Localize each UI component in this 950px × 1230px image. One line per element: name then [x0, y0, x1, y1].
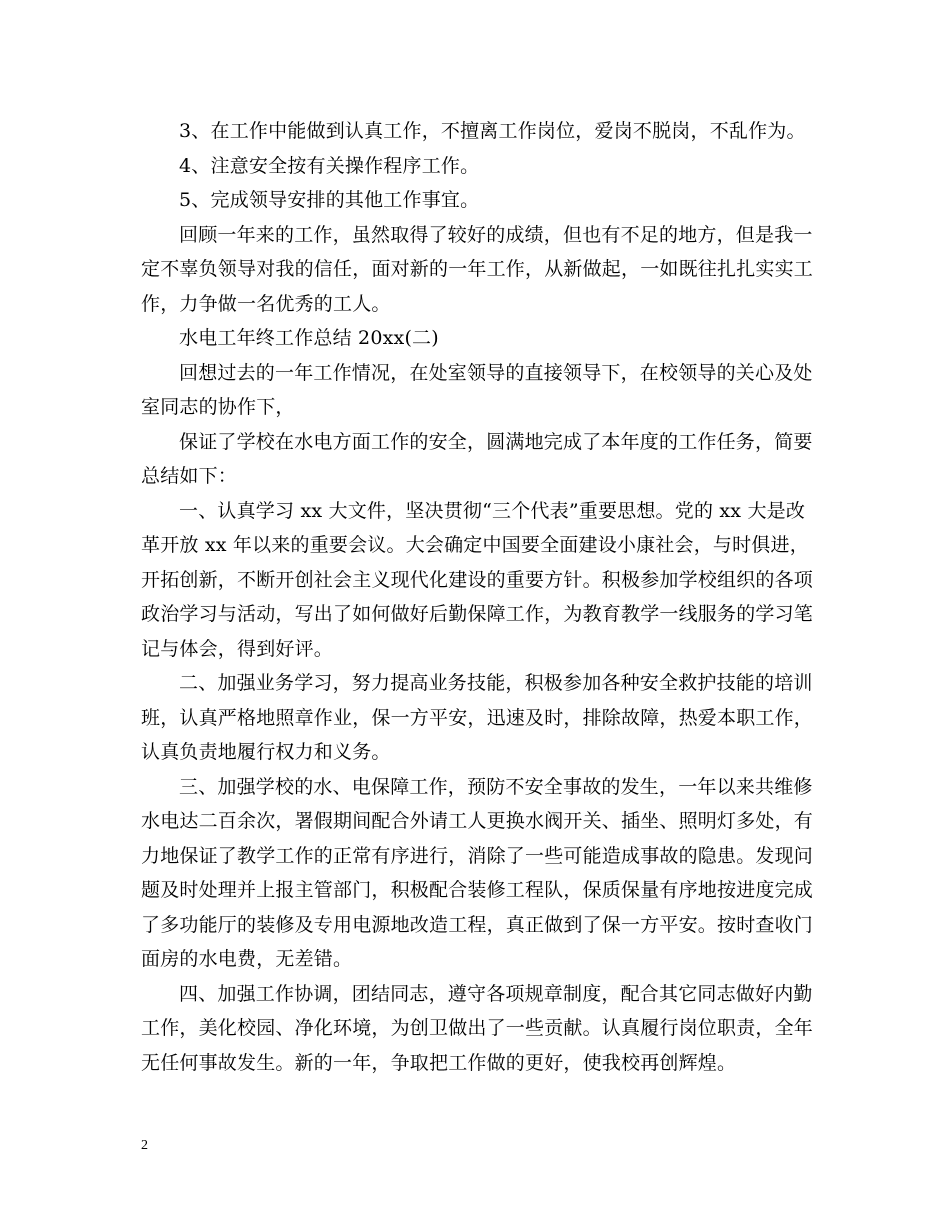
paragraph-point-2: 二、加强业务学习，努力提高业务技能，积极参加各种安全救护技能的培训班，认真严格地照章作业，保一方平安，迅速及时，排除故障，热爱本职工作，认真负责地履行权力和义务。	[141, 672, 814, 763]
paragraph-point-1: 一、认真学习 xx 大文件，坚决贯彻“三个代表”重要思想。党的 xx 大是改革开放 xx 年以来的重要会议。大会确定中国要全面建设小康社会，与时俱进，开拓创新，不断开创社会主义现代化建设的重要方针。积极参加学校组织的各项政治学习与活动，写出了如何做好后勤保障工作，为教育教学一线服务的学习笔记与体会，得到好评。	[141, 499, 814, 660]
paragraph-summary-intro: 保证了学校在水电方面工作的安全，圆满地完成了本年度的工作任务，简要总结如下：	[141, 430, 813, 487]
document-body	[141, 114, 823, 1080]
paragraph-review: 回顾一年来的工作，虽然取得了较好的成绩，但也有不足的地方，但是我一定不辜负领导对我的信任，面对新的一年工作，从新做起，一如既往扎扎实实工作，力争做一名优秀的工人。	[141, 223, 814, 315]
paragraph-item-3: 3、在工作中能做到认真工作，不擅离工作岗位，爱岗不脱岗，不乱作为。	[179, 120, 806, 142]
paragraph-recall: 回想过去的一年工作情况，在处室领导的直接领导下，在校领导的关心及处室同志的协作下，	[141, 361, 813, 418]
paragraph-item-4: 4、注意安全按有关操作程序工作。	[179, 154, 480, 177]
paragraph-point-3: 三、加强学校的水、电保障工作，预防不安全事故的发生，一年以来共维修水电达二百余次，署假期间配合外请工人更换水阀开关、插坐、照明灯多处，有力地保证了教学工作的正常有序进行，消除了一些可能造成事故的隐患。发现问题及时处理并上报主管部门，积极配合装修工程队，保质保量有序地按进度完成了多功能厅的装修及专用电源地改造工程，真正做到了保一方平安。按时查收门面房的水电费，无差错。	[141, 775, 814, 970]
paragraph-point-4: 四、加强工作协调，团结同志，遵守各项规章制度，配合其它同志做好内勤工作，美化校园、净化环境，为创卫做出了一些贡献。认真履行岗位职责，全年无任何事故发生。新的一年，争取把工作做的更好，使我校再创辉煌。	[141, 982, 814, 1074]
page-number: 2	[141, 1138, 148, 1153]
section-heading: 水电工年终工作总结 20xx(二)	[179, 327, 439, 349]
paragraph-item-5: 5、完成领导安排的其他工作事宜。	[179, 189, 480, 211]
